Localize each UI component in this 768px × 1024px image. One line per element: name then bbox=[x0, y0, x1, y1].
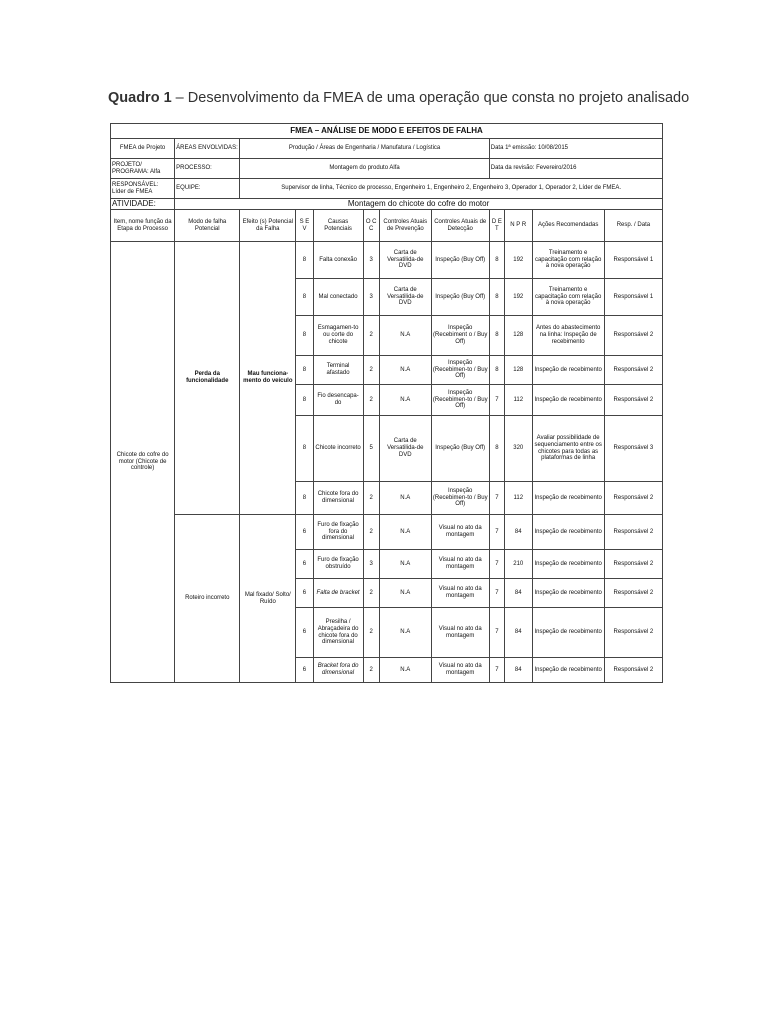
sev-cell: 8 bbox=[296, 242, 313, 279]
process-value: Montagem do produto Alfa bbox=[240, 159, 489, 179]
det-cell: 7 bbox=[489, 608, 504, 658]
responsible-cell: Responsável 2 bbox=[604, 515, 662, 550]
responsible-cell: Responsável 2 bbox=[604, 550, 662, 579]
cause-cell: Bracket fora do dimensional bbox=[313, 658, 363, 683]
action-cell: Inspeção de recebimento bbox=[532, 356, 604, 385]
detection-control-cell: Inspeção (Recebimen-to / Buy Off) bbox=[431, 482, 489, 515]
document-caption bbox=[108, 90, 689, 106]
prevention-cell: N.A bbox=[379, 608, 431, 658]
header-causes: Causas Potenciais bbox=[313, 210, 363, 242]
sev-cell: 6 bbox=[296, 515, 313, 550]
detection-control-cell: Visual no ato da montagem bbox=[431, 658, 489, 683]
occ-cell: 3 bbox=[363, 279, 379, 316]
npr-cell: 84 bbox=[505, 579, 532, 608]
header-npr: N P R bbox=[505, 210, 532, 242]
npr-cell: 192 bbox=[505, 242, 532, 279]
npr-cell: 112 bbox=[505, 482, 532, 515]
cause-cell: Falta conexão bbox=[313, 242, 363, 279]
responsible-cell: Responsável 2 bbox=[604, 316, 662, 356]
header-resp: Resp. / Data bbox=[604, 210, 662, 242]
cause-cell: Esmagamen-to ou corte do chicote bbox=[313, 316, 363, 356]
responsible-cell: Responsável 1 bbox=[604, 279, 662, 316]
detection-control-cell: Inspeção (Buy Off) bbox=[431, 242, 489, 279]
header-det: D E T bbox=[489, 210, 504, 242]
table-row bbox=[111, 242, 663, 279]
occ-cell: 3 bbox=[363, 550, 379, 579]
header-actions: Ações Recomendadas bbox=[532, 210, 604, 242]
cause-cell: Terminal afastado bbox=[313, 356, 363, 385]
det-cell: 7 bbox=[489, 579, 504, 608]
responsible-cell: Responsável 2 bbox=[604, 608, 662, 658]
sev-cell: 6 bbox=[296, 658, 313, 683]
occ-cell: 2 bbox=[363, 608, 379, 658]
detection-control-cell: Visual no ato da montagem bbox=[431, 515, 489, 550]
det-cell: 8 bbox=[489, 416, 504, 482]
responsible-cell: Responsável 2 bbox=[604, 579, 662, 608]
detection-control-cell: Visual no ato da montagem bbox=[431, 579, 489, 608]
occ-cell: 2 bbox=[363, 316, 379, 356]
header-detection-controls: Controles Atuais de Detecção bbox=[431, 210, 489, 242]
prevention-cell: Carta de Versatilida-de DVD bbox=[379, 279, 431, 316]
prevention-cell: N.A bbox=[379, 579, 431, 608]
cause-cell: Mal conectado bbox=[313, 279, 363, 316]
responsible-cell: Responsável 2 bbox=[604, 658, 662, 683]
occ-cell: 2 bbox=[363, 579, 379, 608]
effect-cell: Mal fixado/ Solto/ Ruído bbox=[240, 515, 296, 683]
responsible-cell: Responsável 2 bbox=[604, 385, 662, 416]
responsible-cell: Responsável 2 bbox=[604, 482, 662, 515]
sev-cell: 8 bbox=[296, 356, 313, 385]
det-cell: 7 bbox=[489, 385, 504, 416]
occ-cell: 3 bbox=[363, 242, 379, 279]
prevention-cell: N.A bbox=[379, 515, 431, 550]
responsible-label: RESPONSÁVEL: Líder de FMEA bbox=[111, 179, 175, 199]
det-cell: 8 bbox=[489, 356, 504, 385]
failure-mode-cell: Roteiro incorreto bbox=[175, 515, 240, 683]
detection-control-cell: Inspeção (Recebimen-to / Buy Off) bbox=[431, 356, 489, 385]
sev-cell: 6 bbox=[296, 550, 313, 579]
activity-value: Montagem do chicote do cofre do motor bbox=[175, 199, 663, 210]
action-cell: Inspeção de recebimento bbox=[532, 550, 604, 579]
occ-cell: 2 bbox=[363, 385, 379, 416]
det-cell: 7 bbox=[489, 515, 504, 550]
npr-cell: 128 bbox=[505, 356, 532, 385]
npr-cell: 84 bbox=[505, 608, 532, 658]
header-failure-mode: Modo de falha Potencial bbox=[175, 210, 240, 242]
prevention-cell: N.A bbox=[379, 385, 431, 416]
prevention-cell: N.A bbox=[379, 550, 431, 579]
occ-cell: 2 bbox=[363, 658, 379, 683]
det-cell: 8 bbox=[489, 242, 504, 279]
action-cell: Antes do abastecimento na linha: Inspeção de recebimento bbox=[532, 316, 604, 356]
npr-cell: 210 bbox=[505, 550, 532, 579]
prevention-cell: N.A bbox=[379, 482, 431, 515]
occ-cell: 2 bbox=[363, 356, 379, 385]
detection-control-cell: Visual no ato da montagem bbox=[431, 550, 489, 579]
activity-label: ATIVIDADE: bbox=[111, 199, 175, 210]
action-cell: Treinamento e capacitação com relação à nova operação bbox=[532, 242, 604, 279]
fmea-title: FMEA – ANÁLISE DE MODO E EFEITOS DE FALHA bbox=[111, 124, 663, 139]
action-cell: Inspeção de recebimento bbox=[532, 515, 604, 550]
detection-control-cell: Inspeção (Buy Off) bbox=[431, 416, 489, 482]
npr-cell: 84 bbox=[505, 658, 532, 683]
detection-control-cell: Inspeção (Recebiment o / Buy Off) bbox=[431, 316, 489, 356]
sev-cell: 8 bbox=[296, 482, 313, 515]
det-cell: 8 bbox=[489, 316, 504, 356]
fmea-type-label: FMEA de Projeto bbox=[111, 139, 175, 159]
det-cell: 7 bbox=[489, 482, 504, 515]
sev-cell: 6 bbox=[296, 579, 313, 608]
det-cell: 7 bbox=[489, 658, 504, 683]
cause-cell: Furo de fixação fora do dimensional bbox=[313, 515, 363, 550]
failure-mode-cell: Perda da funcionalidade bbox=[175, 242, 240, 515]
cause-cell: Presilha / Abraçadeira do chicote fora do dimensional bbox=[313, 608, 363, 658]
occ-cell: 5 bbox=[363, 416, 379, 482]
prevention-cell: Carta de Versatilida-de DVD bbox=[379, 416, 431, 482]
detection-control-cell: Inspeção (Recebimen-to / Buy Off) bbox=[431, 385, 489, 416]
header-sev: S E V bbox=[296, 210, 313, 242]
sev-cell: 8 bbox=[296, 416, 313, 482]
sev-cell: 8 bbox=[296, 316, 313, 356]
header-prevention: Controles Atuais de Prevenção bbox=[379, 210, 431, 242]
action-cell: Inspeção de recebimento bbox=[532, 482, 604, 515]
sev-cell: 6 bbox=[296, 608, 313, 658]
fmea-table bbox=[110, 123, 663, 683]
cause-cell: Falta de bracket bbox=[313, 579, 363, 608]
item-cell: Chicote do cofre do motor (Chicote de controle) bbox=[111, 242, 175, 683]
action-cell: Inspeção de recebimento bbox=[532, 385, 604, 416]
areas-label: ÁREAS ENVOLVIDAS: bbox=[175, 139, 240, 159]
npr-cell: 112 bbox=[505, 385, 532, 416]
team-label: EQUIPE: bbox=[175, 179, 240, 199]
header-item: Item, nome função da Etapa do Processo bbox=[111, 210, 175, 242]
sev-cell: 8 bbox=[296, 385, 313, 416]
npr-cell: 320 bbox=[505, 416, 532, 482]
action-cell: Inspeção de recebimento bbox=[532, 579, 604, 608]
prevention-cell: N.A bbox=[379, 356, 431, 385]
project-label: PROJETO/ PROGRAMA: Alfa bbox=[111, 159, 175, 179]
prevention-cell: N.A bbox=[379, 316, 431, 356]
responsible-cell: Responsável 2 bbox=[604, 356, 662, 385]
cause-cell: Furo de fixação obstruído bbox=[313, 550, 363, 579]
det-cell: 8 bbox=[489, 279, 504, 316]
cause-cell: Chicote fora do dimensional bbox=[313, 482, 363, 515]
npr-cell: 192 bbox=[505, 279, 532, 316]
caption-label: Quadro 1 bbox=[108, 90, 172, 106]
action-cell: Inspeção de recebimento bbox=[532, 608, 604, 658]
responsible-cell: Responsável 3 bbox=[604, 416, 662, 482]
areas-value: Produção / Áreas de Engenharia / Manufatura / Logística bbox=[240, 139, 489, 159]
process-label: PROCESSO: bbox=[175, 159, 240, 179]
caption-text: – Desenvolvimento da FMEA de uma operação que consta no projeto analisado bbox=[171, 90, 690, 106]
revision-date: Data da revisão: Fevereiro/2016 bbox=[489, 159, 662, 179]
responsible-cell: Responsável 1 bbox=[604, 242, 662, 279]
cause-cell: Chicote incorreto bbox=[313, 416, 363, 482]
action-cell: Avaliar possibilidade de sequenciamento entre os chicotes para todas as plataformas de linha bbox=[532, 416, 604, 482]
action-cell: Inspeção de recebimento bbox=[532, 658, 604, 683]
table-row bbox=[111, 515, 663, 550]
detection-control-cell: Inspeção (Buy Off) bbox=[431, 279, 489, 316]
cause-cell: Fio desencapa-do bbox=[313, 385, 363, 416]
npr-cell: 84 bbox=[505, 515, 532, 550]
prevention-cell: Carta de Versatilida-de DVD bbox=[379, 242, 431, 279]
occ-cell: 2 bbox=[363, 515, 379, 550]
team-value: Supervisor de linha, Técnico de processo, Engenheiro 1, Engenheiro 2, Engenheiro 3, Operador 1, Operador 2, Líder de FMEA. bbox=[240, 179, 663, 199]
sev-cell: 8 bbox=[296, 279, 313, 316]
detection-control-cell: Visual no ato da montagem bbox=[431, 608, 489, 658]
effect-cell: Mau funciona-mento do veículo bbox=[240, 242, 296, 515]
issue-date: Data 1ª emissão: 10/08/2015 bbox=[489, 139, 662, 159]
det-cell: 7 bbox=[489, 550, 504, 579]
occ-cell: 2 bbox=[363, 482, 379, 515]
header-occ: O C C bbox=[363, 210, 379, 242]
header-effect: Efeito (s) Potencial da Falha bbox=[240, 210, 296, 242]
action-cell: Treinamento e capacitação com relação à nova operação bbox=[532, 279, 604, 316]
prevention-cell: N.A bbox=[379, 658, 431, 683]
npr-cell: 128 bbox=[505, 316, 532, 356]
